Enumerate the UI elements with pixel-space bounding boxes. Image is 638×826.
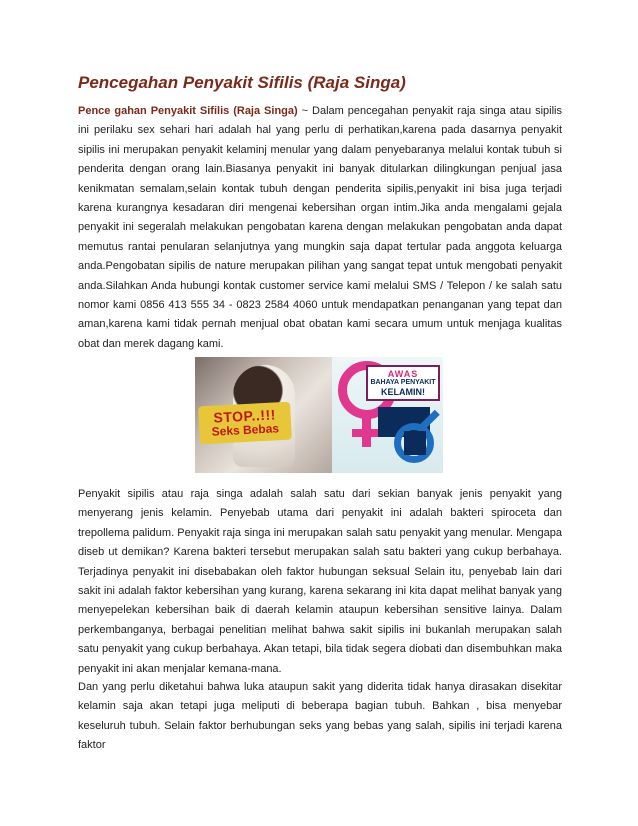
poster-awas: AWAS — [387, 369, 419, 379]
page-title: Pencegahan Penyakit Sifilis (Raja Singa) — [78, 73, 406, 92]
woman-photo — [195, 357, 332, 473]
intro-lead: Pence gahan Penyakit Sifilis (Raja Singa) — [78, 105, 298, 117]
article-illustration — [195, 357, 443, 473]
poster-kelamin: KELAMIN! — [381, 387, 425, 397]
warning-poster — [332, 357, 443, 473]
stop-text: STOP..!!! — [213, 406, 277, 426]
intro-paragraph — [78, 102, 562, 354]
poster-banner — [366, 365, 440, 401]
intro-text: ~ Dalam pencegahan penyakit raja singa atau sipilis ini perilaku sex sehari hari adalah hal yang perlu di perhatikan,karena pada dasarnya penyakit sipilis ini merupakan penyakit kelaminj menular yang dalam penyebaranya melalui kontak tubuh si penderita dengan orang lain.Biasanya penyakit ini banyak ditularkan dilingkungan penjual jasa kenikmatan semalam,selain kontak tubuh dengan penderita sipilis,penyakit ini bisa juga terjadi karena kurangnya kesadaran diri mengenai kebersihan organ intim.Jika anda mengalami gejala penyakit ini segeralah melakukan pengobatan karena dengan melakukan pengobatan anda dapat memutus rantai penularan selanjutnya yang mungkin saja dapat tertular pada anggota keluarga anda.Pengobatan sipilis de nature merupakan pilihan yang sangat tepat untuk mengobati penyakit anda.Silahkan Anda hubungi kontak customer service kami melalui SMS / Telepon / ke salah satu nomor kami 0856 413 555 34 - 0823 2584 4060 untuk mendapatkan penanganan yang tepat dan aman,karena kami tidak pernah menjual obat obatan kami secara umum untuk menjaga kualitas obat dan merek dagang kami. — [78, 105, 562, 350]
body-paragraph-2: Dan yang perlu diketahui bahwa luka ataupun sakit yang diderita tidak hanya dirasakan disekitar kelamin saja akan tetapi juga meliputi di beberapa bagian tubuh. Bahkan , bisa menyebar keseluruh tubuh. Selain faktor berhubungan seks yang bebas yang salah, sipilis ini terjadi karena faktor — [78, 681, 562, 752]
venus-crossbar — [352, 429, 381, 437]
stop-sign — [198, 402, 292, 445]
poster-info-block — [404, 431, 426, 455]
stop-subtext: Seks Bebas — [211, 421, 280, 439]
body-paragraph-1: Penyakit sipilis atau raja singa adalah salah satu dari sekian banyak jenis penyakit yang menyerang jenis kelamin. Penyebab utama dari penyakit ini adalah bakteri spiroceta dan trepollema palidum. Penyakit raja singa ini merupakan salah satu penyakit yang menular. Mengapa diseb ut demikan? Karena bakteri tersebut merupakan salah satu bakteri yang cukup berbahaya. Terjadinya penyakit ini disebabakan oleh faktor hubungan seksual Selain itu, penyebab lain dari sakit ini adalah faktor kebersihan yang kurang, karena sekarang ini kita dapat melihat banyak yang menyepelekan kebersihan baik di daerah kelamin ataupun kebersihan sensitive lainya. Dalam perkembanganya, berbagai penelitian melihat bahwa sakit sipilis ini bukanlah merupakan salah satu penyakit yang cukup berbahaya. Akan tetapi, bila tidak segera diobati dan disembuhkan maka penyakit ini akan menjalar kemana-mana. — [78, 488, 562, 675]
poster-bahaya: BAHAYA PENYAKIT — [370, 379, 436, 386]
